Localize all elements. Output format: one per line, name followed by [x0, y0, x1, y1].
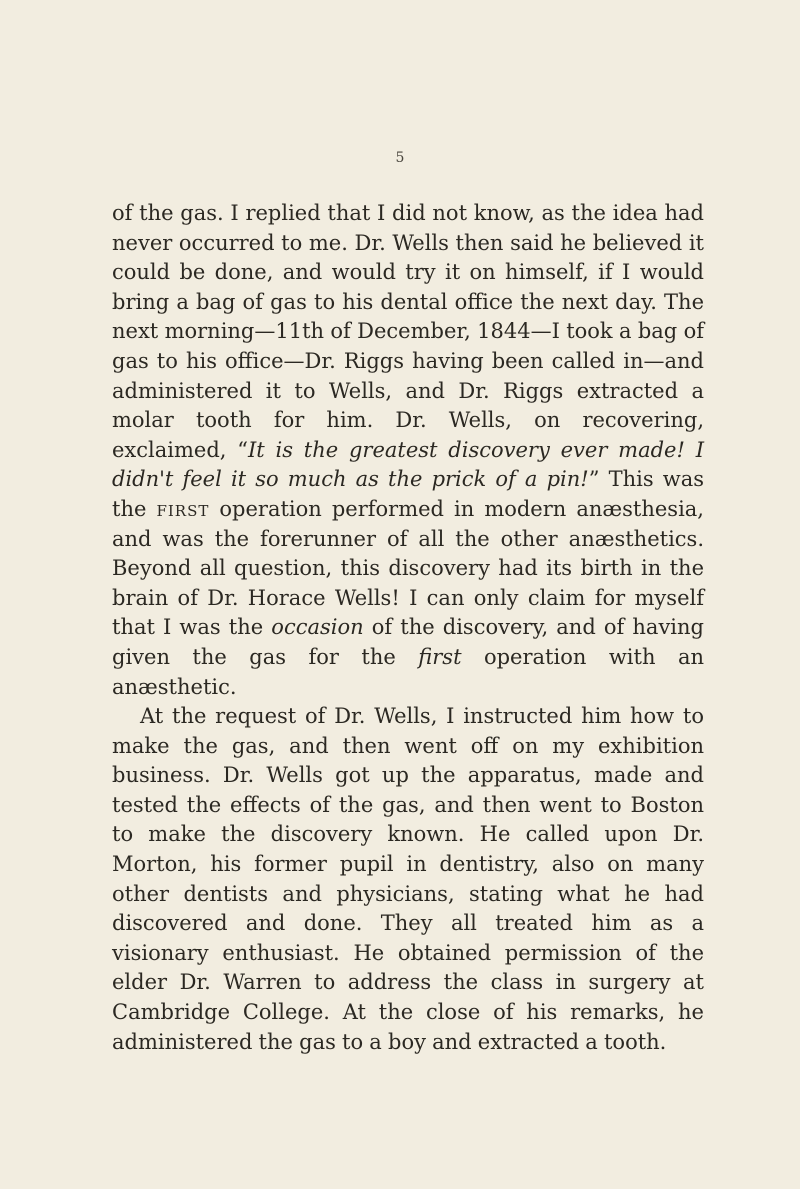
first-emphasis: first — [418, 644, 462, 669]
paragraph-1-text-c: operation performed in modern anæsthesia, and was the forerunner of all the other anæsthetics. Beyond all question, this discovery had its birth in the brain of Dr. Horace Wells! I can only claim for myself that I was the — [112, 496, 704, 640]
paragraph-2: At the request of Dr. Wells, I instructed him how to make the gas, and then went off on my exhibition business. Dr. Wells got up the apparatus, made and tested the effects of the gas, and then went to Boston to make the discovery known. He called upon Dr. Morton, his former pupil in dentistry, also on many other dentists and physicians, stating what he had discovered and done. They all treated him as a visionary enthusiast. He obtained permission of the elder Dr. Warren to address the class in surgery at Cambridge College. At the close of his remarks, he administered the gas to a boy and extracted a tooth. — [112, 704, 704, 1054]
paragraph-1-text-b: ” This was the — [112, 467, 704, 521]
first-small-caps: first — [156, 496, 210, 521]
page-number: 5 — [395, 150, 405, 166]
paragraph-1-text-e: operation with an anæsthetic. — [112, 644, 704, 699]
paragraph-1-text-a: of the gas. I replied that I did not know, as the idea had never occurred to me. Dr. Wells then said he believed it could be done, and would try it on himself, if I would bring a bag of gas to his dental office the next day. The next morning—11th of December, 1844—I took a bag of gas to his office—Dr. Riggs having been called in—and administered it to Wells, and Dr. Riggs extracted a molar tooth for him. Dr. Wells, on recovering, exclaimed, “ — [112, 201, 704, 462]
wells-quote: It is the greatest discovery ever made! I didn't feel it so much as the prick of a pin! — [112, 437, 704, 492]
occasion-emphasis: occasion — [271, 615, 364, 640]
paragraph-1-text-d: of the discovery, and of having given the gas for the — [112, 615, 704, 669]
body-text — [112, 199, 704, 1057]
paragraph-1 — [112, 199, 704, 702]
